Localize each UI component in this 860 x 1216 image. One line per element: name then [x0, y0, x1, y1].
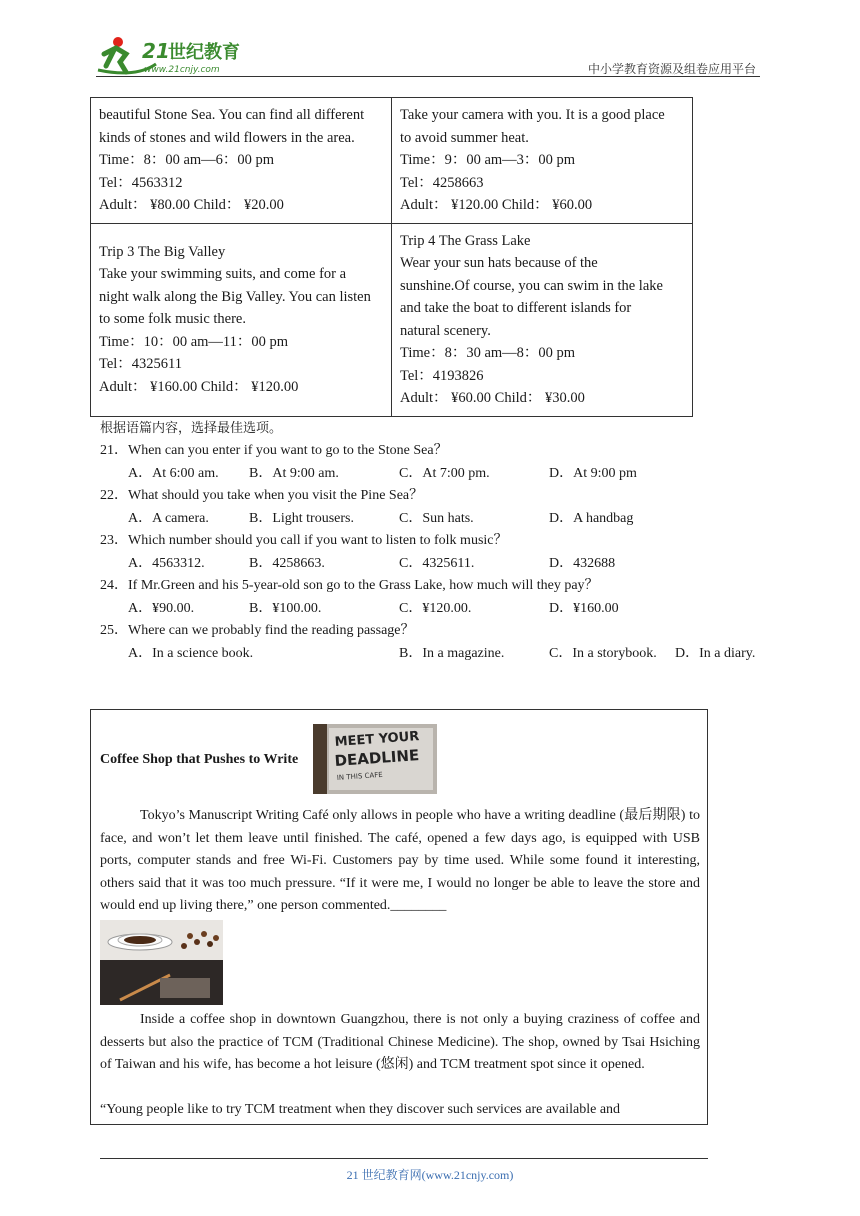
option-b[interactable]: B．At 9:00 am. — [249, 465, 339, 481]
trip-line: Trip 3 The Big Valley — [99, 243, 226, 260]
trip-line: natural scenery. — [400, 322, 491, 339]
trip-line: Time：10：00 am—11：00 pm — [99, 333, 289, 350]
option-a[interactable]: A．A camera. — [128, 510, 209, 526]
trip-line: Adult： ¥120.00 Child： ¥60.00 — [400, 197, 593, 213]
svg-text:世纪教育: 世纪教育 — [168, 42, 240, 63]
question-stem: 22．What should you take when you visit the Pine Sea？ — [100, 488, 424, 503]
option-c[interactable]: C．At 7:00 pm. — [399, 465, 490, 481]
trip-cell-grass-lake — [392, 223, 693, 416]
header-platform-text: 中小学教育资源及组卷应用平台 — [587, 62, 756, 76]
coffee-photo-image — [100, 920, 223, 1005]
option-a[interactable]: A．¥90.00. — [128, 600, 195, 616]
option-c[interactable]: C．¥120.00. — [399, 600, 472, 616]
option-d[interactable]: D．432688 — [549, 555, 616, 571]
trip-line: Tel：4563312 — [99, 174, 183, 191]
trip-cell-big-valley — [91, 223, 392, 416]
option-c[interactable]: C．4325611. — [399, 555, 475, 571]
passage-paragraph-2: Inside a coffee shop in downtown Guangzhou, there is not only a buying craziness of coffee and desserts but also the practice of TCM (Traditional Chinese Medicine). The shop, owned by Tsai Hsiching of Taiwan and his wife, has become a hot leisure (悠闲) and TCM treatment spot since it opened. — [100, 1012, 700, 1072]
trip-line: night walk along the Big Valley. You can listen — [99, 288, 371, 305]
sign-line-2: DEADLINE — [334, 746, 420, 770]
page-header — [96, 34, 756, 78]
trip-line: Adult： ¥60.00 Child： ¥30.00 — [400, 390, 585, 406]
reading-passage-box — [90, 709, 708, 1125]
option-b[interactable]: B．In a magazine. — [399, 645, 505, 661]
question-options — [100, 463, 780, 486]
question-stem: 24．If Mr.Green and his 5-year-old son go to the Grass Lake, how much will they pay？ — [100, 578, 599, 593]
question-options — [100, 508, 780, 531]
trip-line: Time：8：30 am—8：00 pm — [400, 345, 576, 361]
trip-line: Trip 4 The Grass Lake — [400, 232, 531, 249]
question-stem: 23．Which number should you call if you want to listen to folk music？ — [100, 533, 508, 548]
trip-cell-pine-sea — [392, 98, 693, 224]
option-b[interactable]: B．4258663. — [249, 555, 325, 571]
option-a[interactable]: A．4563312. — [128, 555, 205, 571]
trips-table — [90, 97, 693, 417]
option-a[interactable]: A．In a science book. — [128, 645, 254, 661]
trip-line: Tel：4258663 — [400, 174, 484, 191]
trip-cell-stone-sea — [91, 98, 392, 224]
trip-line: sunshine.Of course, you can swim in the lake — [400, 277, 663, 294]
header-divider — [96, 76, 760, 77]
questions-section — [100, 418, 780, 665]
trip-line: Tel：4193826 — [400, 367, 484, 384]
question-options — [100, 643, 780, 666]
trip-line: beautiful Stone Sea. You can find all different — [99, 107, 365, 123]
deadline-cafe-sign-image — [313, 724, 437, 794]
trip-line: Adult： ¥160.00 Child： ¥120.00 — [99, 378, 299, 395]
option-a[interactable]: A．At 6:00 am. — [128, 465, 219, 481]
trip-line: Adult： ¥80.00 Child： ¥20.00 — [99, 197, 284, 213]
svg-text:21: 21 — [142, 39, 170, 63]
sign-line-1: MEET YOUR — [334, 729, 420, 750]
passage-title: Coffee Shop that Pushes to Write — [100, 752, 299, 767]
option-d[interactable]: D．A handbag — [549, 510, 634, 526]
option-c[interactable]: C．Sun hats. — [399, 510, 474, 526]
option-b[interactable]: B．Light trousers. — [249, 510, 354, 526]
option-b[interactable]: B．¥100.00. — [249, 600, 322, 616]
option-d[interactable]: D．¥160.00 — [549, 600, 619, 616]
footer-site-link[interactable]: 21 世纪教育网(www.21cnjy.com) — [346, 1168, 514, 1182]
trip-line: Tel：4325611 — [99, 356, 183, 373]
trip-line: Take your camera with you. It is a good place — [400, 107, 665, 123]
trip-line: Time：9：00 am—3：00 pm — [400, 152, 576, 168]
passage-paragraph-1: Tokyo’s Manuscript Writing Café only allows in people who have a writing deadline (最后期限) to face, and won’t let them leave until finished. The café, opened a few days ago, is equipped with USB ports, computer stands and free Wi-Fi. Customers pay by time used. While some found it interesting, others said that it was too much pressure. “If it were me, I would no longer be able to leave the store and would end up living there,” one person commented.________ — [100, 808, 700, 913]
trip-line: to avoid summer heat. — [400, 129, 529, 146]
footer-divider — [100, 1158, 708, 1159]
question-stem: 21．When can you enter if you want to go to the Stone Sea？ — [100, 443, 448, 458]
trip-line: to some folk music there. — [99, 311, 246, 328]
trip-line: kinds of stones and wild flowers in the area. — [99, 129, 355, 146]
option-d[interactable]: D．At 9:00 pm — [549, 465, 637, 481]
question-options — [100, 553, 780, 576]
question-options — [100, 598, 780, 621]
site-logo — [96, 34, 266, 76]
passage-paragraph-3: “Young people like to try TCM treatment when they discover such services are available and — [100, 1102, 621, 1117]
trip-line: Time：8：00 am—6：00 pm — [99, 152, 275, 168]
trip-line: Wear your sun hats because of the — [400, 255, 598, 271]
option-c[interactable]: C．In a storybook. — [549, 645, 657, 661]
trip-line: and take the boat to different islands for — [400, 300, 632, 316]
question-stem: 25．Where can we probably find the reading passage？ — [100, 623, 415, 638]
sign-line-3: IN THIS CAFE — [336, 770, 383, 782]
svg-text:www.21cnjy.com: www.21cnjy.com — [144, 65, 220, 75]
questions-instruction: 根据语篇内容，选择最佳选项。 — [100, 421, 283, 436]
trip-line: Take your swimming suits, and come for a — [99, 266, 347, 283]
table-row — [91, 223, 693, 416]
table-row — [91, 98, 693, 224]
option-d[interactable]: D．In a diary. — [675, 645, 756, 661]
